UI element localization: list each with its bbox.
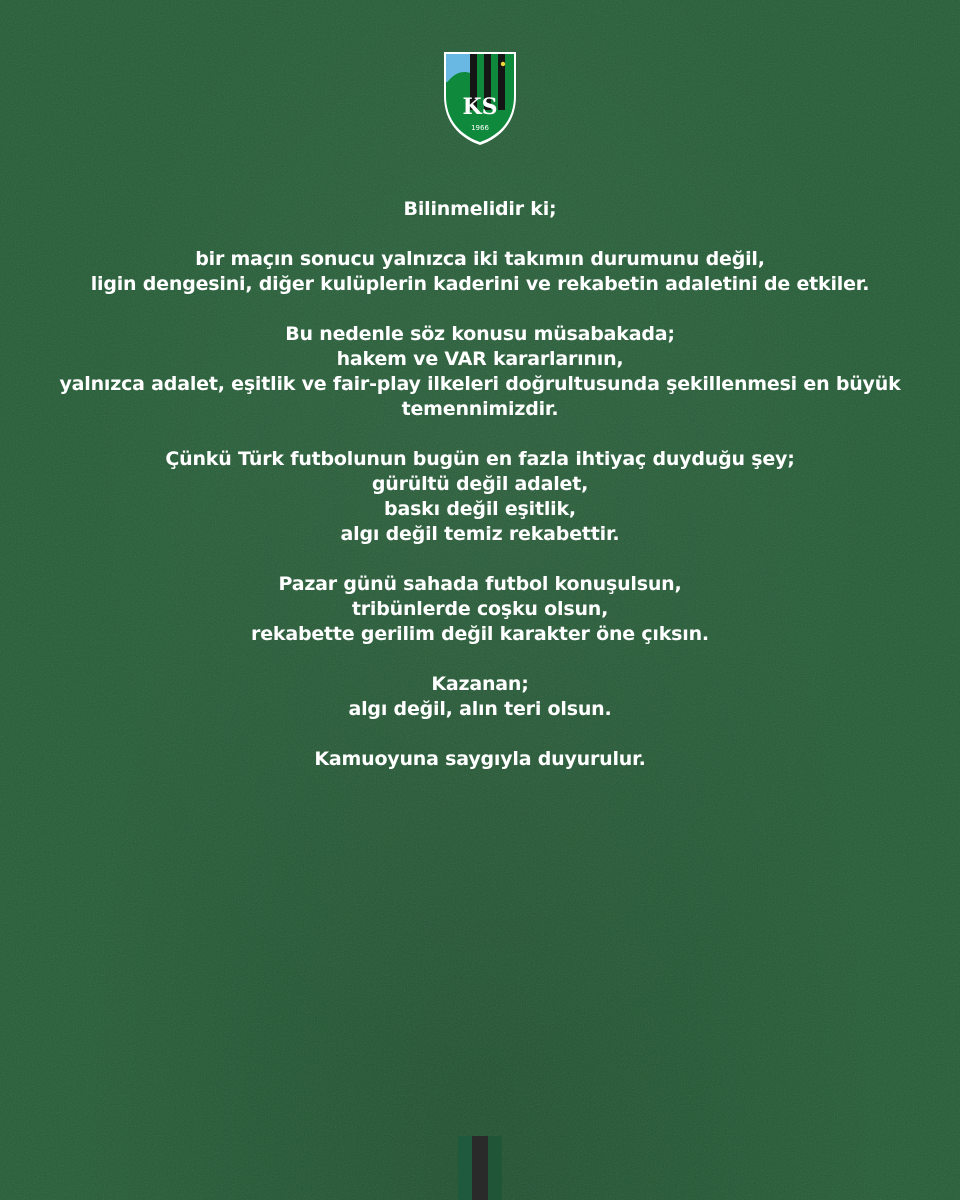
club-crest-icon (441, 50, 519, 146)
statement-paragraph (40, 247, 920, 297)
statement-line: bir maçın sonucu yalnızca iki takımın durumunu değil, (195, 248, 765, 270)
statement-text (40, 197, 920, 797)
footer-stripe (488, 1136, 502, 1200)
crest-initials: KS (462, 94, 498, 120)
statement-line: algı değil, alın teri olsun. (348, 698, 612, 720)
statement-line: gürültü değil adalet, (371, 473, 589, 495)
statement-line: Kazanan; (431, 673, 529, 695)
statement-line: Çünkü Türk futbolunun bugün en fazla ihtiyaç duyduğu şey; (165, 448, 795, 470)
footer-stripes (458, 1136, 502, 1200)
statement-paragraph (40, 447, 920, 547)
statement-line: algı değil temiz rekabettir. (340, 523, 620, 545)
statement-line: Bilinmelidir ki; (403, 198, 557, 220)
statement-paragraph (40, 322, 920, 422)
statement-line: Pazar günü sahada futbol konuşulsun, (278, 573, 682, 595)
statement-line: yalnızca adalet, eşitlik ve fair-play ilkeleri doğrultusunda şekillenmesi en büyük (59, 373, 901, 395)
statement-line: hakem ve VAR kararlarının, (336, 348, 624, 370)
statement-line: temennimizdir. (401, 398, 559, 420)
statement-paragraph (40, 572, 920, 647)
statement-line: Bu nedenle söz konusu müsabakada; (285, 323, 675, 345)
footer-stripe (472, 1136, 488, 1200)
statement-line: rekabette gerilim değil karakter öne çıksın. (251, 623, 709, 645)
statement-line: ligin dengesini, diğer kulüplerin kaderini ve rekabetin adaletini de etkiler. (90, 273, 870, 295)
statement-line: baskı değil eşitlik, (384, 498, 576, 520)
statement-paragraph (40, 197, 920, 222)
statement-paragraph (40, 672, 920, 722)
statement-line: tribünlerde coşku olsun, (351, 598, 609, 620)
statement-line: Kamuoyuna saygıyla duyurulur. (314, 748, 646, 770)
footer-stripe (458, 1136, 472, 1200)
crest-year: 1966 (471, 124, 489, 132)
statement-paragraph (40, 747, 920, 772)
